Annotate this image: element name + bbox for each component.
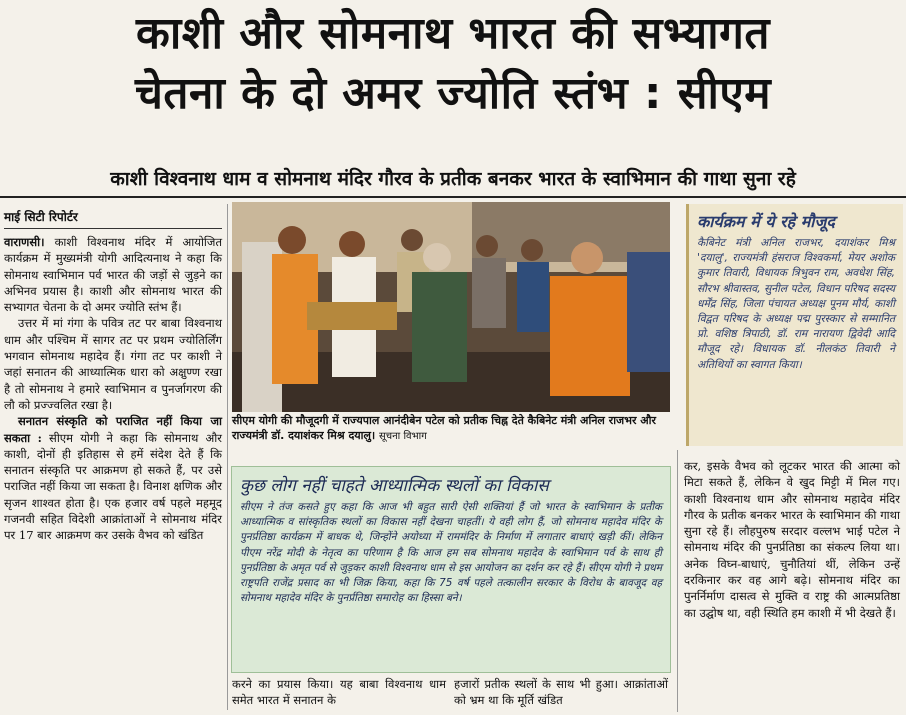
attendees-text: कैबिनेट मंत्री अनिल राजभर, दयाशंकर मिश्र 'दयालु', राज्यमंत्री हंसराज विश्वकर्मा, मेयर अशोक कुमार तिवारी, विधायक त्रिभुवन राम, अवधेश सिंह, सौरभ श्रीवास्तव, सुनील पटेल, विधान परिषद सदस्य धर्मेंद्र सिंह, जिला पंचायत अध्यक्ष पूनम मौर्य, काशी विद्वत परिषद के अध्यक्ष पद्म पुरस्कार से सम्मानित प्रो. वशिष्ठ त्रिपाठी, डॉ. राम नारायण द्विवेदी आदि मौजूद रहे। विधायक डॉ. नीलकंठ तिवारी ने अतिथियों का स्वागत किया। [697,237,895,371]
highlight-title: कुछ लोग नहीं चाहते आध्यात्मिक स्थलों का विकास [240,476,549,496]
highlight-box [231,466,671,673]
headline-line-2: चेतना के दो अमर ज्योति स्तंभ : सीएम [134,68,772,119]
photo-credit: सूचना विभाग [379,431,427,442]
divider [0,196,906,198]
highlight-text: सीएम ने तंज कसते हुए कहा कि आज भी बहुत सारी ऐसी शक्तियां हैं जो भारत के स्वाभिमान के प्रतीक आध्यात्मिक व सांस्कृतिक स्थलों का विकास नहीं देखना चाहतीं। ये वही लोग हैं, जो सोमनाथ महादेव मंदिर के पुनर्प्रतिष्ठा कार्यक्रम में बाधक थे, जिन्होंने अयोध्या में राममंदिर के निर्माण में लगातार बाधाएं खड़ी कीं। लेकिन पीएम नरेंद्र मोदी के नेतृत्व का परिणाम है कि आज हम सब सोमनाथ महादेव के स्वाभिमान पर्व के साथ ही पुनर्प्रतिष्ठा के अमृत पर्व से जुड़कर काशी विश्वनाथ धाम से इस आयोजन का दर्शन कर रहे हैं। सीएम योगी ने प्रथम राष्ट्रपति राजेंद्र प्रसाद का भी जिक्र किया, कहा कि 75 वर्ष पहले तत्कालीन सरकार के विरोध के बावजूद वह सोमनाथ महादेव मंदिर के पुनर्प्रतिष्ठा समारोह का हिस्सा बने। [240,501,662,605]
article-column-3: हजारों प्रतीक स्थलों के साथ भी हुआ। आक्रांताओं को भ्रम था कि मूर्ति खंडित [454,677,668,708]
photo-caption: सीएम योगी की मौजूदगी में राज्यपाल आनंदीबेन पटेल को प्रतीक चिह्न देते कैबिनेट मंत्री अनिल राजभर और राज्यमंत्री डॉ. दयाशंकर मिश्र दयालु। सूचना विभाग [232,414,657,442]
article-column-1 [4,234,222,544]
column-separator [677,450,678,712]
dateline: वाराणसी। [4,235,45,249]
headline [0,4,906,124]
article-column-4: कर, इसके वैभव को लूटकर भारत की आत्मा को मिटा सकते हैं, लेकिन वे खुद मिट्टी में मिल गए। काशी विश्वनाथ धाम और सोमनाथ महादेव मंदिर गौरव के प्रतीक बनकर भारत के स्वाभिमान की गाथा सुना रहे हैं। लौहपुरुष सरदार वल्लभ भाई पटेल ने सोमनाथ मंदिर की पुनर्प्रतिष्ठा का संकल्प लिया था। अनेक विघ्न-बाधाएं, चुनौतियां थीं, लेकिन उन्हें दरकिनार कर वह आगे बढ़े। सोमनाथ मंदिर का पुनर्निर्माण दासत्व से मुक्ति व राष्ट्र की आत्मप्रतिष्ठा का उद्घोष था, वही स्थिति हम काशी में भी देखते हैं। [684,459,900,620]
paragraph-1: वाराणसी। काशी विश्वनाथ मंदिर में आयोजित कार्यक्रम में मुख्यमंत्री योगी आदित्यनाथ ने कहा कि सोमनाथ स्वाभिमान पर्व भारत की जड़ों से जुड़ने का अभिनव प्रयास है। काशी और सोमनाथ भारत की सभ्यागत चेतना के दो अमर ज्योति स्तंभ हैं। [4,235,222,315]
attendees-title: कार्यक्रम में ये रहे मौजूद [697,212,835,231]
subheading: सनातन संस्कृति को पराजित नहीं किया जा सकता : [4,414,222,445]
paragraph-2: उत्तर में मां गंगा के पवित्र तट पर बाबा विश्वनाथ धाम और पश्चिम में सागर तट पर प्रथम ज्योतिर्लिंग भगवान सोमनाथ महादेव हैं। गंगा तट पर काशी ने जहां सनातन की आध्यात्मिक धारा को अक्षुण्ण रखा है तो सोमनाथ ने हमारे स्वाभिमान व पुनर्जागरण की लौ को प्रज्ज्वलित रखा है। [4,316,222,412]
attendees-box [686,204,903,446]
subheadline: काशी विश्वनाथ धाम व सोमनाथ मंदिर गौरव के प्रतीक बनकर भारत के स्वाभिमान की गाथा सुना रहे [110,168,796,190]
article-column-2: करने का प्रयास किया। यह बाबा विश्वनाथ धाम समेत भारत में सनातन के [232,677,446,708]
paragraph-3: सनातन संस्कृति को पराजित नहीं किया जा सकता : सीएम योगी ने कहा कि सोमनाथ और काशी, दोनों ही इतिहास से हमें संदेश देते हैं कि सनातन संस्कृति पर आक्रमण हो सकते हैं, पर उसे पराजित नहीं किया जा सकता है। विनाश क्षणिक और सृजन शाश्वत होता है। एक हजार वर्ष पहले महमूद गजनवी सहित विदेशी आक्रांताओं ने सोमनाथ मंदिर पर 17 बार आक्रमण कर उसके वैभव को खंडित [4,414,222,543]
column-separator [227,204,228,710]
byline: माई सिटी रिपोर्टर [4,208,222,229]
news-photo [232,202,670,412]
headline-line-1: काशी और सोमनाथ भारत की सभ्यागत [136,8,770,59]
